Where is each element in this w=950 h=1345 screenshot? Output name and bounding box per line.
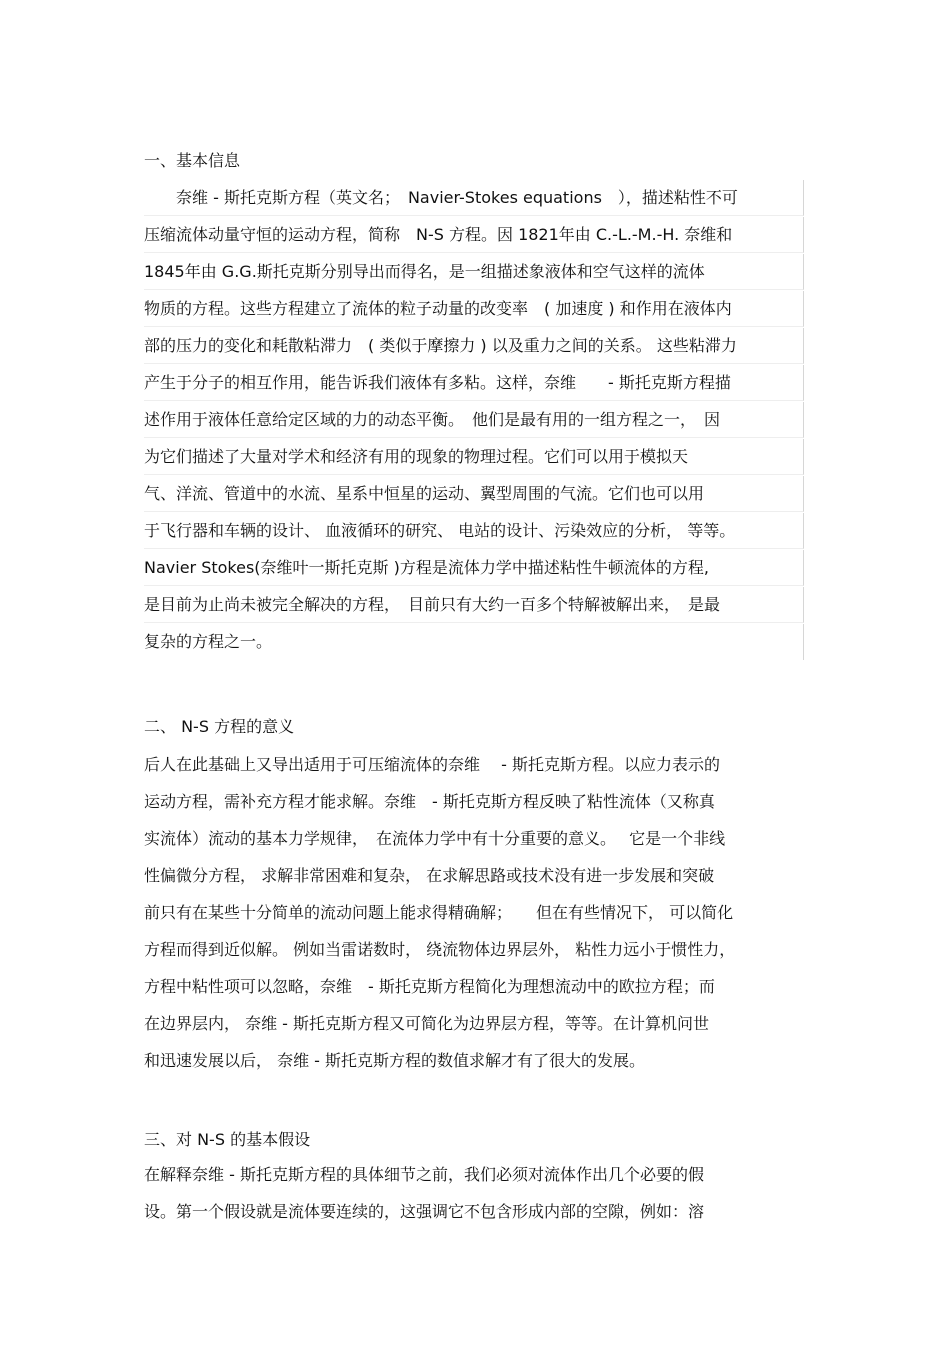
section-heading-2: 二、 N-S 方程的意义 <box>144 717 295 736</box>
paragraph-line: 1845年由 G.G.斯托克斯分别导出而得名，是一组描述象液体和空气这样的流体 <box>144 254 804 290</box>
paragraph-line: 在解释奈维 - 斯托克斯方程的具体细节之前，我们必须对流体作出几个必要的假 <box>144 1165 704 1184</box>
paragraph-line: 实流体）流动的基本力学规律， 在流体力学中有十分重要的意义。 它是一个非线 <box>144 829 726 848</box>
paragraph-line: 奈维 - 斯托克斯方程（英文名； Navier-Stokes equations ），描述粘性不可 <box>144 180 804 216</box>
paragraph-line: 运动方程，需补充方程才能求解。奈维 - 斯托克斯方程反映了粘性流体（又称真 <box>144 792 715 811</box>
paragraph-line: 述作用于液体任意给定区域的力的动态平衡。 他们是最有用的一组方程之一， 因 <box>144 402 804 438</box>
paragraph-line: 设。第一个假设就是流体要连续的，这强调它不包含形成内部的空隙，例如：溶 <box>144 1202 705 1221</box>
paragraph-line: 物质的方程。这些方程建立了流体的粒子动量的改变率 ( 加速度 ) 和作用在液体内 <box>144 291 804 327</box>
paragraph-line: 后人在此基础上又导出适用于可压缩流体的奈维 - 斯托克斯方程。以应力表示的 <box>144 755 720 774</box>
paragraph-line: Navier Stokes(奈维叶一斯托克斯 )方程是流体力学中描述粘性牛顿流体的方程, <box>144 550 804 586</box>
section-heading-1: 一、基本信息 <box>144 151 241 170</box>
paragraph-line: 方程中粘性项可以忽略，奈维 - 斯托克斯方程简化为理想流动中的欧拉方程；而 <box>144 977 715 996</box>
paragraph-line: 是目前为止尚未被完全解决的方程， 目前只有大约一百多个特解被解出来， 是最 <box>144 587 804 623</box>
paragraph-line: 和迅速发展以后， 奈维 - 斯托克斯方程的数值求解才有了很大的发展。 <box>144 1051 646 1070</box>
paragraph-line: 气、洋流、管道中的水流、星系中恒星的运动、翼型周围的气流。它们也可以用 <box>144 476 804 512</box>
section-heading-3: 三、对 N-S 的基本假设 <box>144 1130 311 1149</box>
paragraph-line: 性偏微分方程， 求解非常困难和复杂， 在求解思路或技术没有进一步发展和突破 <box>144 866 715 885</box>
paragraph-line: 压缩流体动量守恒的运动方程，简称 N-S 方程。因 1821年由 C.-L.-M.-H. 奈维和 <box>144 217 804 253</box>
paragraph-line: 产生于分子的相互作用，能告诉我们液体有多粘。这样，奈维 - 斯托克斯方程描 <box>144 365 804 401</box>
paragraph-line: 前只有在某些十分简单的流动问题上能求得精确解； 但在有些情况下， 可以简化 <box>144 903 734 922</box>
paragraph-line: 于飞行器和车辆的设计、 血液循环的研究、 电站的设计、污染效应的分析， 等等。 <box>144 513 804 549</box>
paragraph-line: 部的压力的变化和耗散粘滞力 ( 类似于摩擦力 ) 以及重力之间的关系。 这些粘滞力 <box>144 328 804 364</box>
paragraph-line: 在边界层内， 奈维 - 斯托克斯方程又可简化为边界层方程，等等。在计算机问世 <box>144 1014 710 1033</box>
paragraph-line: 方程而得到近似解。 例如当雷诺数时， 绕流物体边界层外， 粘性力远小于惯性力， <box>144 940 736 959</box>
paragraph-line: 为它们描述了大量对学术和经济有用的现象的物理过程。它们可以用于模拟天 <box>144 439 804 475</box>
paragraph-line: 复杂的方程之一。 <box>144 624 804 660</box>
